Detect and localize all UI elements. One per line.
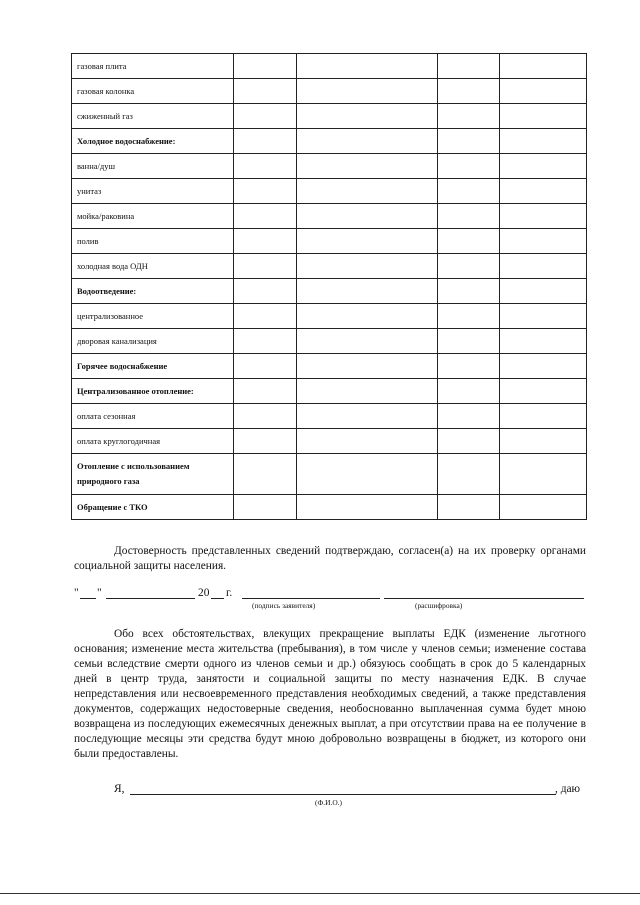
table-cell[interactable]	[234, 429, 297, 454]
table-row	[72, 54, 587, 79]
table-row	[72, 204, 587, 229]
table-row	[72, 79, 587, 104]
table-cell[interactable]	[500, 179, 587, 204]
table-cell[interactable]	[297, 79, 438, 104]
table-cell[interactable]	[500, 129, 587, 154]
month-line[interactable]	[106, 598, 195, 599]
table-cell[interactable]	[297, 254, 438, 279]
table-cell[interactable]	[500, 154, 587, 179]
table-cell[interactable]	[234, 129, 297, 154]
table-cell[interactable]	[297, 454, 438, 495]
row-label: полив	[72, 229, 234, 254]
table-cell[interactable]	[438, 129, 500, 154]
table-cell[interactable]	[234, 329, 297, 354]
table-cell[interactable]	[500, 304, 587, 329]
table-cell[interactable]	[234, 54, 297, 79]
table-cell[interactable]	[500, 454, 587, 495]
table-cell[interactable]	[234, 229, 297, 254]
year-suffix: г.	[226, 587, 233, 599]
row-label: газовая колонка	[72, 79, 234, 104]
table-row	[72, 354, 587, 379]
table-cell[interactable]	[297, 304, 438, 329]
row-label: холодная вода ОДН	[72, 254, 234, 279]
decode-line[interactable]	[384, 598, 584, 599]
row-label: Водоотведение:	[72, 279, 234, 304]
table-cell[interactable]	[438, 379, 500, 404]
row-label: централизованное	[72, 304, 234, 329]
decode-caption: (расшифровка)	[415, 601, 463, 610]
table-cell[interactable]	[234, 379, 297, 404]
table-row	[72, 329, 587, 354]
table-cell[interactable]	[438, 229, 500, 254]
table-cell[interactable]	[297, 229, 438, 254]
signature-line[interactable]	[242, 598, 380, 599]
table-cell[interactable]	[438, 429, 500, 454]
row-label: Обращение с ТКО	[72, 495, 234, 520]
table-row	[72, 104, 587, 129]
year-prefix: 20	[198, 587, 210, 599]
table-row	[72, 454, 587, 495]
table-row	[72, 154, 587, 179]
table-cell[interactable]	[438, 154, 500, 179]
table-cell[interactable]	[297, 179, 438, 204]
table-cell[interactable]	[500, 404, 587, 429]
table-cell[interactable]	[297, 404, 438, 429]
table-cell[interactable]	[234, 79, 297, 104]
row-label: Централизованное отопление:	[72, 379, 234, 404]
table-cell[interactable]	[234, 154, 297, 179]
obligation-text: Обо всех обстоятельствах, влекущих прекращение выплаты ЕДК (изменение льготного основания; изменение места жительства (пребывания), в том числе у членов семьи; изменение состава семьи вследствие смерти одного из членов семьи и др.) обязуюсь сообщать в срок до 5 календарных дней в центр труда, занятости и социальной защиты по месту назначения ЕДК. В случае непредставления или несвоевременного представления необходимых сведений, а также представления документов, содержащих недостоверные сведения, необоснованно выплаченная сумма будет мною возвращена из последующих ежемесячных денежных выплат, а при отсутствии права на ее получение в последующие месяцы эти средства будут мною добровольно возвращены в бюджет, из которого они были предоставлены.	[74, 628, 586, 760]
bottom-rule	[0, 893, 640, 894]
table-cell[interactable]	[500, 229, 587, 254]
table-cell[interactable]	[297, 104, 438, 129]
row-label: мойка/раковина	[72, 204, 234, 229]
table-cell[interactable]	[500, 254, 587, 279]
date-quote-open: "	[74, 587, 79, 599]
table-cell[interactable]	[438, 279, 500, 304]
table-cell[interactable]	[500, 279, 587, 304]
table-cell[interactable]	[500, 329, 587, 354]
table-cell[interactable]	[500, 104, 587, 129]
signature-caption: (подпись заявителя)	[252, 601, 316, 610]
table-row	[72, 429, 587, 454]
consent-prefix: Я,	[114, 783, 125, 795]
table-cell[interactable]	[234, 204, 297, 229]
table-cell[interactable]	[234, 304, 297, 329]
row-label: оплата круглогодичная	[72, 429, 234, 454]
table-cell[interactable]	[297, 204, 438, 229]
table-cell[interactable]	[438, 204, 500, 229]
table-cell[interactable]	[438, 404, 500, 429]
table-row	[72, 254, 587, 279]
table-cell[interactable]	[234, 279, 297, 304]
table-cell[interactable]	[234, 404, 297, 429]
row-label: сжиженный газ	[72, 104, 234, 129]
table-cell[interactable]	[438, 495, 500, 520]
row-label: Холодное водоснабжение:	[72, 129, 234, 154]
table-row	[72, 229, 587, 254]
day-line[interactable]	[80, 598, 96, 599]
table-cell[interactable]	[234, 179, 297, 204]
table-cell[interactable]	[234, 454, 297, 495]
row-label: унитаз	[72, 179, 234, 204]
table-cell[interactable]	[500, 79, 587, 104]
table-cell[interactable]	[438, 304, 500, 329]
table-cell[interactable]	[438, 454, 500, 495]
fio-line[interactable]	[130, 794, 556, 795]
table-cell[interactable]	[438, 54, 500, 79]
table-cell[interactable]	[438, 79, 500, 104]
table-cell[interactable]	[438, 179, 500, 204]
confirm-text: Достоверность представленных сведений подтверждаю, согласен(а) на их проверку органами социальной защиты населения.	[74, 545, 586, 572]
table-row	[72, 129, 587, 154]
table-cell[interactable]	[297, 429, 438, 454]
table-row	[72, 304, 587, 329]
date-quote-close: "	[97, 587, 102, 599]
table-cell[interactable]	[297, 279, 438, 304]
table-cell[interactable]	[234, 495, 297, 520]
row-label: Горячее водоснабжение	[72, 354, 234, 379]
table-row	[72, 279, 587, 304]
table-row	[72, 179, 587, 204]
table-cell[interactable]	[438, 329, 500, 354]
consent-suffix: , даю	[555, 783, 581, 795]
row-label: газовая плита	[72, 54, 234, 79]
services-table	[71, 53, 587, 520]
table-cell[interactable]	[297, 495, 438, 520]
table-cell[interactable]	[297, 329, 438, 354]
table-cell[interactable]	[234, 254, 297, 279]
table-cell[interactable]	[438, 104, 500, 129]
table-row	[72, 495, 587, 520]
table-cell[interactable]	[297, 379, 438, 404]
table-cell[interactable]	[297, 54, 438, 79]
table-cell[interactable]	[438, 254, 500, 279]
row-label: оплата сезонная	[72, 404, 234, 429]
table-cell[interactable]	[500, 204, 587, 229]
year-line[interactable]	[211, 598, 224, 599]
fio-caption: (Ф.И.О.)	[315, 798, 342, 807]
table-cell[interactable]	[234, 104, 297, 129]
table-row	[72, 404, 587, 429]
row-label: Отопление с использованием природного газа	[72, 454, 234, 495]
table-cell[interactable]	[234, 354, 297, 379]
table-cell[interactable]	[438, 354, 500, 379]
table-cell[interactable]	[297, 154, 438, 179]
table-cell[interactable]	[500, 429, 587, 454]
table-row	[72, 379, 587, 404]
row-label: дворовая канализация	[72, 329, 234, 354]
table-cell[interactable]	[500, 54, 587, 79]
table-cell[interactable]	[297, 129, 438, 154]
table-cell[interactable]	[500, 354, 587, 379]
table-cell[interactable]	[500, 379, 587, 404]
row-label: ванна/душ	[72, 154, 234, 179]
table-cell[interactable]	[500, 495, 587, 520]
table-cell[interactable]	[297, 354, 438, 379]
